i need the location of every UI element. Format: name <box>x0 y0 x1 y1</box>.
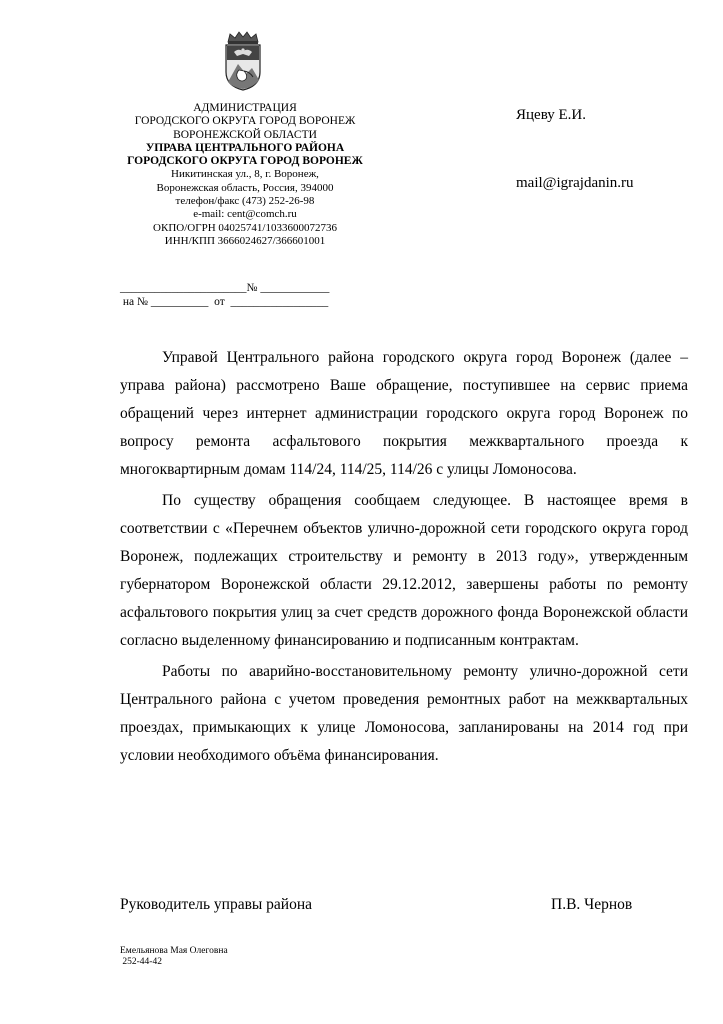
header-bold-line: УПРАВА ЦЕНТРАЛЬНОГО РАЙОНА <box>145 141 345 154</box>
address-line: Никитинская ул., 8, г. Воронеж, <box>171 168 319 181</box>
body-paragraph: Работы по аварийно-восстановительному ремонту улично-дорожной сети Центрального района с учетом проведения ремонтных работ на межквартальных проездах, примыкающих к улице Ломоносова, запланированы на 2014 год при условии необходимого объёма финансирования. <box>120 663 688 764</box>
header-line: ГОРОДСКОГО ОКРУГА ГОРОД ВОРОНЕЖ <box>134 115 356 128</box>
letter-body <box>120 344 688 773</box>
executor-name: Емельянова Мая Олеговна <box>120 946 228 956</box>
coat-of-arms-icon <box>220 30 266 92</box>
address-line: Воронежская область, Россия, 394000 <box>156 181 334 194</box>
recipient-email: mail@igrajdanin.ru <box>516 175 634 191</box>
signatory-name: П.В. Чернов <box>551 896 633 913</box>
reference-number-line: на № __________ от _________________ <box>120 296 329 308</box>
executor-phone: 252-44-42 <box>120 957 162 967</box>
email-line: e-mail: cent@comch.ru <box>193 208 297 221</box>
phone-line: телефон/факс (473) 252-26-98 <box>175 195 315 208</box>
recipient-name: Яцеву Е.И. <box>516 107 587 123</box>
okpo-line: ОКПО/ОГРН 04025741/1033600072736 <box>153 221 337 234</box>
organization-header <box>112 102 378 248</box>
header-bold-line: ГОРОДСКОГО ОКРУГА ГОРОД ВОРОНЕЖ <box>127 155 363 168</box>
body-paragraph: По существу обращения сообщаем следующее. В настоящее время в соответствии с «Перечнем объектов улично-дорожной сети городского округа город Воронеж, подлежащих строительству и ремонту в 2013 году», утвержденным губернатором Воронежской области 29.12.2012, завершены работы по ремонту асфальтового покрытия улиц за счет средств дорожного фонда Воронежской области согласно выделенному финансированию и подписанным контрактам. <box>120 492 688 649</box>
header-line: ВОРОНЕЖСКОЙ ОБЛАСТИ <box>173 128 317 141</box>
registration-number-line: ______________________№ ____________ <box>120 282 330 294</box>
signatory-position: Руководитель управы района <box>120 896 313 913</box>
body-paragraph: Управой Центрального района городского округа город Воронеж (далее – управа района) рассмотрено Ваше обращение, поступившее на сервис приема обращений через интернет администрации городского округа город Воронеж по вопросу ремонта асфальтового покрытия межквартального проезда к многоквартирным домам 114/24, 114/25, 114/26 с улицы Ломоносова. <box>120 349 688 478</box>
executor-block <box>120 946 228 968</box>
inn-line: ИНН/КПП 3666024627/366601001 <box>164 234 326 247</box>
header-line: АДМИНИСТРАЦИЯ <box>193 102 297 114</box>
